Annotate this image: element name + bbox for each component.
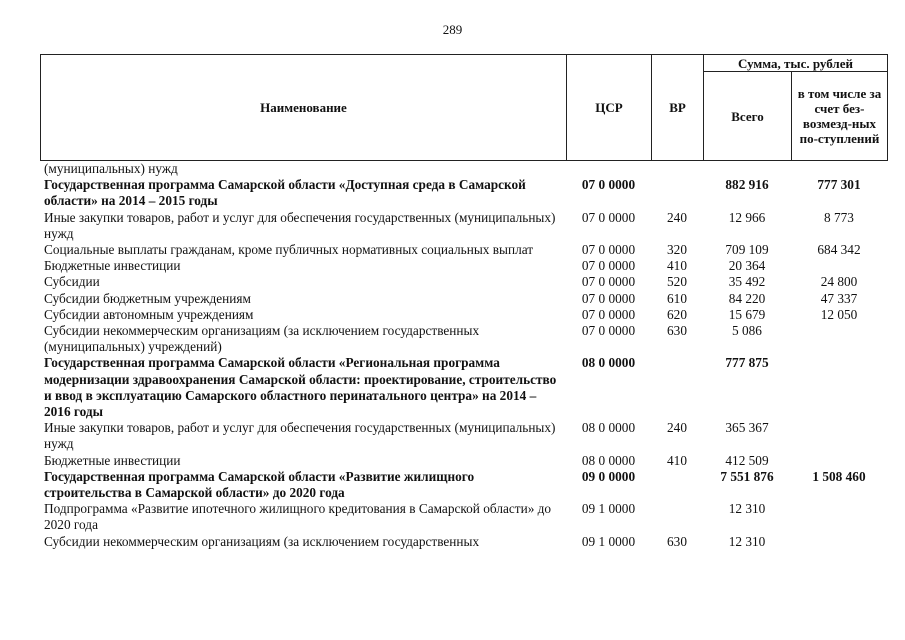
table-row xyxy=(40,501,887,533)
row-bez: 47 337 xyxy=(820,290,858,306)
row-csr: 07 0 0000 xyxy=(581,323,636,339)
row-vr: 630 xyxy=(667,323,687,339)
header-name: Наименование xyxy=(41,55,567,161)
row-csr: 07 0 0000 xyxy=(581,209,636,225)
row-total: 412 509 xyxy=(725,452,769,468)
row-vr: 410 xyxy=(667,258,687,274)
page-number: 289 xyxy=(442,22,463,37)
row-vr: 630 xyxy=(667,533,687,549)
row-vr xyxy=(651,177,703,209)
row-bez xyxy=(791,355,887,420)
row-name: Государственная программа Самарской области «Региональная программа модернизации здравоохранения Самарской области: проектирование, строительство и ввод в эксплуатацию Самарского областного перинатального центра» на 2014 – 2016 годы xyxy=(44,355,557,420)
row-bez xyxy=(791,420,887,452)
row-name: (муниципальных) нужд xyxy=(44,161,178,176)
row-bez xyxy=(791,258,887,274)
table-row xyxy=(40,291,887,307)
row-name: Государственная программа Самарской области «Развитие жилищного строительства в Самарской области» до 2020 года xyxy=(44,468,475,501)
row-bez: 777 301 xyxy=(817,177,861,193)
header-total: Всего xyxy=(704,72,792,161)
row-bez xyxy=(791,323,887,355)
table-row xyxy=(40,210,887,242)
table-row xyxy=(40,534,887,550)
table-row xyxy=(40,469,887,501)
row-name: Социальные выплаты гражданам, кроме публичных нормативных социальных выплат xyxy=(44,242,534,258)
row-csr: 08 0 0000 xyxy=(581,420,636,436)
row-total: 12 966 xyxy=(728,209,766,225)
row-csr: 07 0 0000 xyxy=(581,306,636,322)
row-vr: 240 xyxy=(667,209,687,225)
row-csr: 07 0 0000 xyxy=(581,258,636,274)
table-row xyxy=(40,242,887,258)
row-vr xyxy=(651,501,703,533)
row-total: 84 220 xyxy=(728,290,766,306)
row-bez xyxy=(791,501,887,533)
row-bez xyxy=(791,534,887,550)
table-row xyxy=(40,161,887,177)
row-name: Иные закупки товаров, работ и услуг для обеспечения государственных (муниципальных) нужд xyxy=(44,209,556,241)
row-total: 7 551 876 xyxy=(720,468,774,484)
row-vr: 610 xyxy=(667,290,687,306)
row-total xyxy=(703,161,791,177)
row-csr: 07 0 0000 xyxy=(581,177,636,193)
row-total: 777 875 xyxy=(725,355,769,371)
row-csr: 07 0 0000 xyxy=(581,274,636,290)
table-row xyxy=(40,274,887,290)
row-csr: 09 1 0000 xyxy=(581,501,636,517)
header-csr: ЦСР xyxy=(567,55,652,161)
table-header xyxy=(40,54,888,161)
row-name: Субсидии бюджетным учреждениям xyxy=(44,290,251,306)
row-name: Субсидии автономным учреждениям xyxy=(44,306,254,322)
row-bez xyxy=(791,453,887,469)
row-bez: 1 508 460 xyxy=(812,468,866,484)
row-bez: 8 773 xyxy=(824,209,854,225)
row-vr xyxy=(651,469,703,501)
row-total: 882 916 xyxy=(725,177,769,193)
row-vr: 240 xyxy=(667,420,687,436)
row-name: Субсидии некоммерческим организациям (за исключением государственных xyxy=(44,533,480,549)
row-csr: 07 0 0000 xyxy=(581,242,636,258)
row-total: 15 679 xyxy=(728,306,766,322)
row-vr: 620 xyxy=(667,306,687,322)
row-vr xyxy=(651,355,703,420)
row-bez: 12 050 xyxy=(820,306,858,322)
row-total: 35 492 xyxy=(728,274,766,290)
header-vr: ВР xyxy=(652,55,704,161)
table-row xyxy=(40,453,887,469)
row-total: 709 109 xyxy=(725,242,769,258)
row-csr: 08 0 0000 xyxy=(581,355,636,371)
row-total: 5 086 xyxy=(732,323,762,339)
row-vr xyxy=(651,161,703,177)
row-name: Субсидии некоммерческим организациям (за исключением государственных (муниципальных) учреждений) xyxy=(44,323,480,355)
table-row xyxy=(40,420,887,452)
row-name: Субсидии xyxy=(44,274,100,290)
row-bez: 24 800 xyxy=(820,274,858,290)
row-total: 12 310 xyxy=(728,533,766,549)
row-csr: 09 1 0000 xyxy=(581,533,636,549)
row-total: 20 364 xyxy=(728,258,766,274)
table-row xyxy=(40,355,887,420)
budget-table xyxy=(40,161,887,550)
row-name: Бюджетные инвестиции xyxy=(44,452,181,468)
row-name: Подпрограмма «Развитие ипотечного жилищного кредитования в Самарской области» до 2020 года xyxy=(44,501,552,533)
header-sum: Сумма, тыс. рублей xyxy=(704,55,888,72)
row-csr xyxy=(566,161,651,177)
row-bez xyxy=(791,161,887,177)
row-name: Государственная программа Самарской области «Доступная среда в Самарской области» на 2014 – 2015 годы xyxy=(44,177,526,209)
table-row xyxy=(40,177,887,209)
row-csr: 09 0 0000 xyxy=(581,468,636,484)
row-vr: 410 xyxy=(667,452,687,468)
table-row xyxy=(40,323,887,355)
row-total: 12 310 xyxy=(728,501,766,517)
row-csr: 07 0 0000 xyxy=(581,290,636,306)
row-total: 365 367 xyxy=(725,420,769,436)
row-vr: 520 xyxy=(667,274,687,290)
row-name: Иные закупки товаров, работ и услуг для обеспечения государственных (муниципальных) нужд xyxy=(44,420,556,452)
table-row xyxy=(40,258,887,274)
header-bez: в том числе за счет без-возмезд-ных по-ступлений xyxy=(792,72,888,161)
row-bez: 684 342 xyxy=(817,242,861,258)
table-row xyxy=(40,307,887,323)
row-vr: 320 xyxy=(667,242,687,258)
row-csr: 08 0 0000 xyxy=(581,452,636,468)
row-name: Бюджетные инвестиции xyxy=(44,258,181,274)
